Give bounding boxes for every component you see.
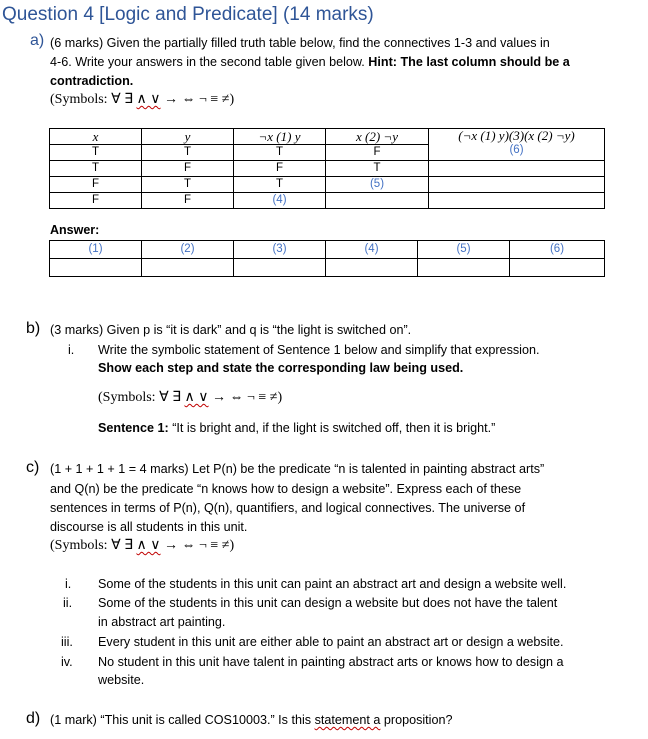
part-a-line2 xyxy=(50,54,570,71)
symbols-line-b xyxy=(98,389,282,406)
part-a-line1: (6 marks) Given the partially filled truth table below, find the connectives 1-3 and values in xyxy=(50,36,550,50)
answer-cell-2[interactable] xyxy=(142,259,234,277)
answer-header-5: (5) xyxy=(418,241,510,259)
part-d-pre: (1 mark) “This unit is called COS10003.” Is this xyxy=(50,713,315,727)
part-c-item-2-text-1: Some of the students in this unit can design a website but does not have the talent xyxy=(98,596,558,610)
part-d-label: d) xyxy=(26,710,41,727)
answer-header-3: (3) xyxy=(234,241,326,259)
answer-cell-4[interactable] xyxy=(326,259,418,277)
cell-r4-y: F xyxy=(142,193,234,209)
symbols-andor: ∧ ∨ xyxy=(184,390,209,405)
part-a-line3: contradiction. xyxy=(50,74,134,88)
answer-table xyxy=(49,240,605,277)
question-title: Question 4 [Logic and Predicate] (14 marks) xyxy=(2,4,374,25)
part-b-intro: (3 marks) Given p is “it is dark” and q is “the light is switched on”. xyxy=(50,323,412,337)
table-row xyxy=(50,177,605,193)
cell-r3-c4: (5) xyxy=(326,177,429,193)
answer-cell-5[interactable] xyxy=(418,259,510,277)
cell-r3-y: T xyxy=(142,177,234,193)
part-d-post: proposition? xyxy=(380,713,453,727)
header-col5-expr: (¬x (1) y)(3)(x (2) ¬y) xyxy=(458,128,575,143)
header-col4: x (2) ¬y xyxy=(326,129,429,145)
symbols-prefix: (Symbols: xyxy=(50,538,112,553)
answer-cell-3[interactable] xyxy=(234,259,326,277)
part-b-item-bold: Show each step and state the corresponding law being used. xyxy=(98,361,464,375)
part-c-line3: sentences in terms of P(n), Q(n), quantifiers, and logical connectives. The universe of xyxy=(50,501,526,515)
cell-r3-c5 xyxy=(429,177,605,193)
answer-input-row xyxy=(50,259,605,277)
cell-r2-c5 xyxy=(429,161,605,177)
cell-r1-y: T xyxy=(142,145,234,161)
part-a-hint: Hint: The last column should be a xyxy=(368,55,570,69)
cell-r2-x: T xyxy=(50,161,142,177)
part-a-line2-text: 4-6. Write your answers in the second table given below. xyxy=(50,55,369,69)
part-d-squig: statement a xyxy=(314,713,381,727)
part-c-line2: and Q(n) be the predicate “n knows how to design a website”. Express each of these xyxy=(50,482,522,496)
header-col5 xyxy=(429,129,605,161)
answer-header-1: (1) xyxy=(50,241,142,259)
cell-r4-c5 xyxy=(429,193,605,209)
part-c-item-2-num: ii. xyxy=(63,596,73,610)
answer-header-2: (2) xyxy=(142,241,234,259)
part-c-label: c) xyxy=(26,459,40,476)
cell-r4-x: F xyxy=(50,193,142,209)
sentence-1-text: “It is bright and, if the light is switched off, then it is bright.” xyxy=(172,421,496,435)
symbols-andor: ∧ ∨ xyxy=(136,92,161,107)
cell-r1-x: T xyxy=(50,145,142,161)
header-y: y xyxy=(142,129,234,145)
answer-cell-6[interactable] xyxy=(510,259,605,277)
part-c-item-3-num: iii. xyxy=(61,635,73,649)
symbols-quant: ∀ ∃ xyxy=(111,92,137,107)
part-a-label: a) xyxy=(30,32,45,49)
cell-r1-c4: F xyxy=(326,145,429,161)
answer-header-row xyxy=(50,241,605,259)
part-c-line1: (1 + 1 + 1 + 1 = 4 marks) Let P(n) be the predicate “n is talented in painting abstract arts” xyxy=(50,462,545,476)
symbols-rest: → ⇔ ¬ ≡ ≠) xyxy=(160,538,235,553)
part-b-item-num: i. xyxy=(68,343,75,357)
part-c-item-4-num: iv. xyxy=(61,655,73,669)
symbols-prefix: (Symbols: xyxy=(50,92,112,107)
cell-r2-c4: T xyxy=(326,161,429,177)
cell-r2-c3: F xyxy=(234,161,326,177)
part-c-item-4-text-1: No student in this unit have talent in painting abstract arts or knows how to design a xyxy=(98,655,564,669)
cell-r2-y: F xyxy=(142,161,234,177)
cell-r4-c3: (4) xyxy=(234,193,326,209)
symbols-andor: ∧ ∨ xyxy=(136,538,161,553)
answer-label: Answer: xyxy=(50,223,100,237)
answer-header-6: (6) xyxy=(510,241,605,259)
cell-r3-c3: T xyxy=(234,177,326,193)
part-c-item-4-text-2: website. xyxy=(98,673,145,687)
truth-table xyxy=(49,128,605,209)
symbols-rest: → ⇔ ¬ ≡ ≠) xyxy=(208,390,283,405)
cell-r1-c3: T xyxy=(234,145,326,161)
part-c-item-2-text-2: in abstract art painting. xyxy=(98,615,226,629)
cell-r3-x: F xyxy=(50,177,142,193)
part-d-text xyxy=(50,712,453,729)
symbols-quant: ∀ ∃ xyxy=(111,538,137,553)
part-c-item-1-text: Some of the students in this unit can paint an abstract art and design a website well. xyxy=(98,577,567,591)
sentence-1 xyxy=(98,420,495,437)
answer-cell-1[interactable] xyxy=(50,259,142,277)
symbols-rest: → ⇔ ¬ ≡ ≠) xyxy=(160,92,235,107)
answer-header-4: (4) xyxy=(326,241,418,259)
header-col3: ¬x (1) y xyxy=(234,129,326,145)
table-row xyxy=(50,193,605,209)
symbols-prefix: (Symbols: xyxy=(98,390,160,405)
part-b-label: b) xyxy=(26,320,41,337)
part-c-item-3-text: Every student in this unit are either able to paint an abstract art or design a website. xyxy=(98,635,564,649)
table-row xyxy=(50,161,605,177)
part-c-line4: discourse is all students in this unit. xyxy=(50,520,248,534)
header-x: x xyxy=(50,129,142,145)
part-c-item-1-num: i. xyxy=(65,577,72,591)
header-col5-sub: (6) xyxy=(509,144,524,156)
symbols-line-a xyxy=(50,91,234,108)
symbols-quant: ∀ ∃ xyxy=(159,390,185,405)
sentence-1-label: Sentence 1: xyxy=(98,421,173,435)
symbols-line-c xyxy=(50,537,234,554)
truth-table-header-row xyxy=(50,129,605,145)
part-b-item-text: Write the symbolic statement of Sentence 1 below and simplify that expression. xyxy=(98,343,540,357)
cell-r4-c4 xyxy=(326,193,429,209)
